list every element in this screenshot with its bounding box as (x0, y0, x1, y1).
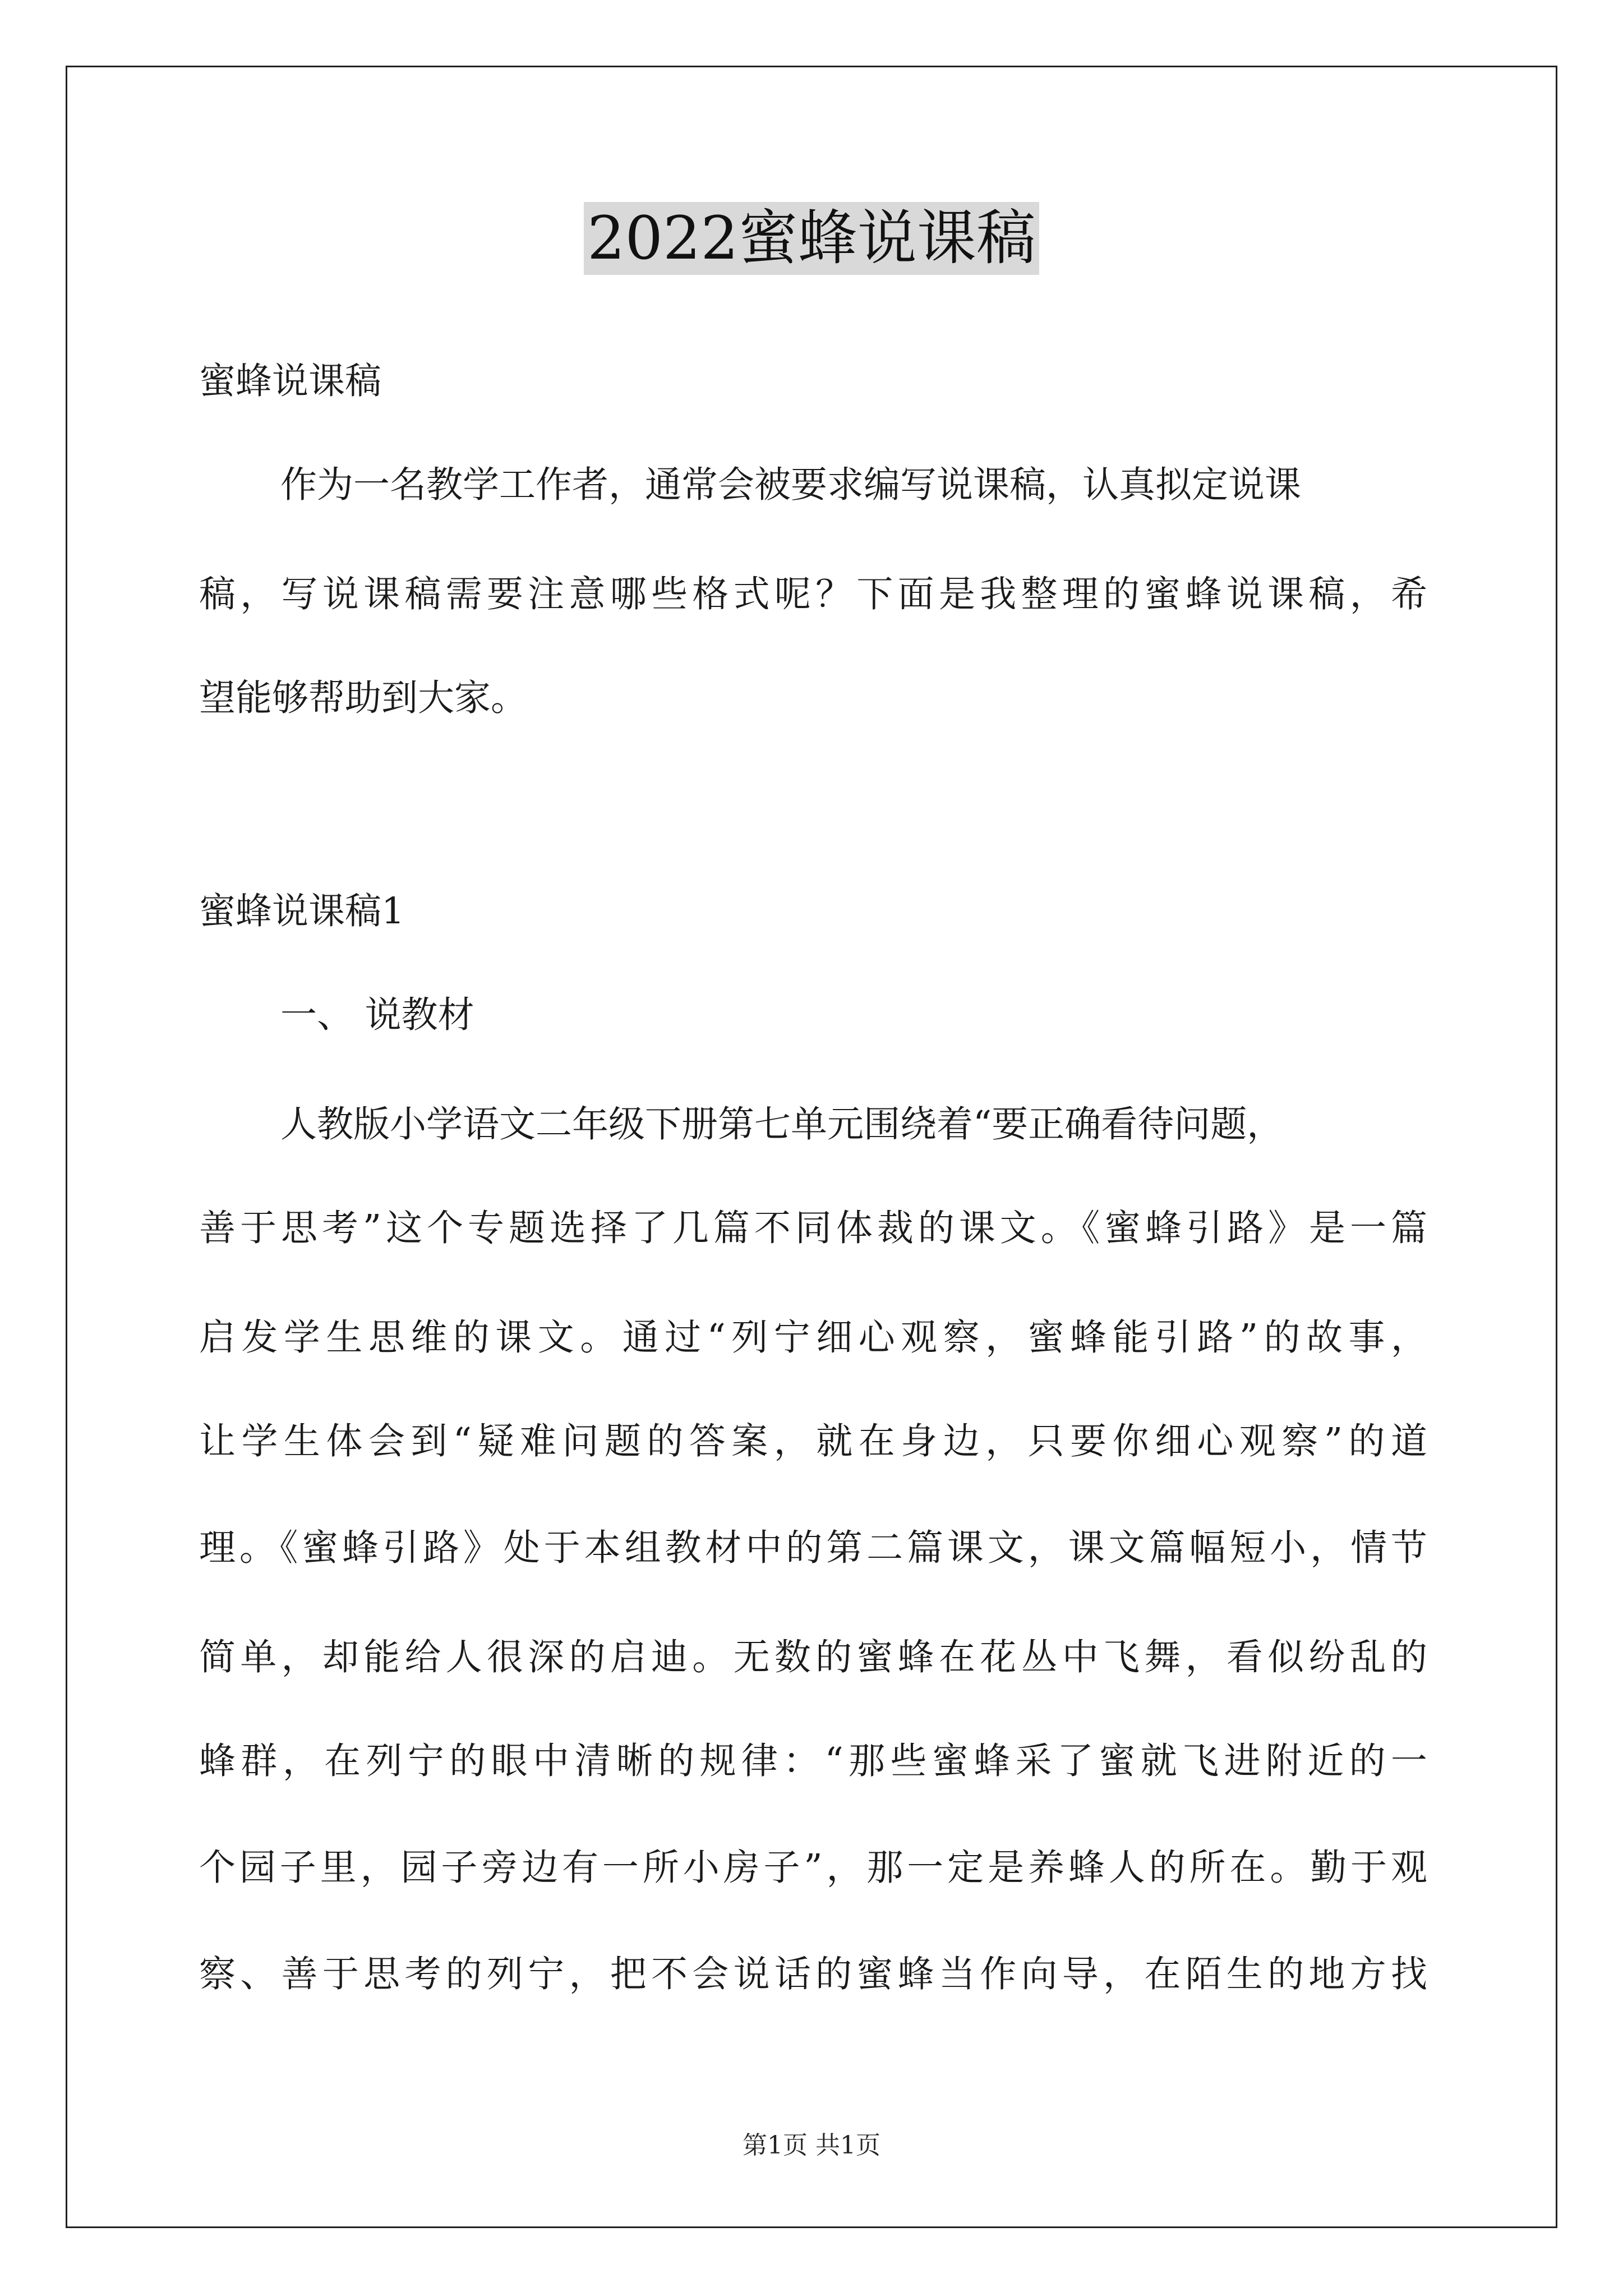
subsection-heading: 一、 说教材 (280, 994, 474, 1036)
section-heading: 蜜蜂说课稿1 (199, 890, 405, 932)
paragraph-line: 个园子里，园子旁边有一所小房子”，那一定是养蜂人的所在。勤于观 (199, 1847, 1427, 1889)
paragraph-line: 人教版小学语文二年级下册第七单元围绕着“要正确看待问题， (280, 1103, 1284, 1145)
paragraph-line: 作为一名教学工作者，通常会被要求编写说课稿，认真拟定说课 (280, 464, 1302, 506)
paragraph-line: 望能够帮助到大家。 (199, 677, 528, 719)
section-heading: 蜜蜂说课稿 (199, 360, 382, 402)
paragraph-line: 察、善于思考的列宁，把不会说话的蜜蜂当作向导，在陌生的地方找 (199, 1953, 1427, 1995)
paragraph-line: 善于思考”这个专题选择了几篇不同体裁的课文。《蜜蜂引路》是一篇 (199, 1207, 1427, 1249)
paragraph-line: 让学生体会到“疑难问题的答案，就在身边，只要你细心观察”的道 (199, 1420, 1427, 1462)
document-title: 2022蜜蜂说课稿 (584, 202, 1039, 275)
paragraph-line: 理。《蜜蜂引路》处于本组教材中的第二篇课文，课文篇幅短小，情节 (199, 1527, 1427, 1569)
paragraph-line: 蜂群，在列宁的眼中清晰的规律：“那些蜜蜂采了蜜就飞进附近的一 (199, 1740, 1427, 1782)
paragraph-line: 简单，却能给人很深的启迪。无数的蜜蜂在花丛中飞舞，看似纷乱的 (199, 1636, 1427, 1678)
paragraph-line: 启发学生思维的课文。通过“列宁细心观察，蜜蜂能引路”的故事， (199, 1317, 1427, 1359)
page-footer: 第1页 共1页 (743, 2131, 880, 2160)
paragraph-line: 稿，写说课稿需要注意哪些格式呢？下面是我整理的蜜蜂说课稿，希 (199, 573, 1427, 615)
title-container (0, 202, 1623, 275)
